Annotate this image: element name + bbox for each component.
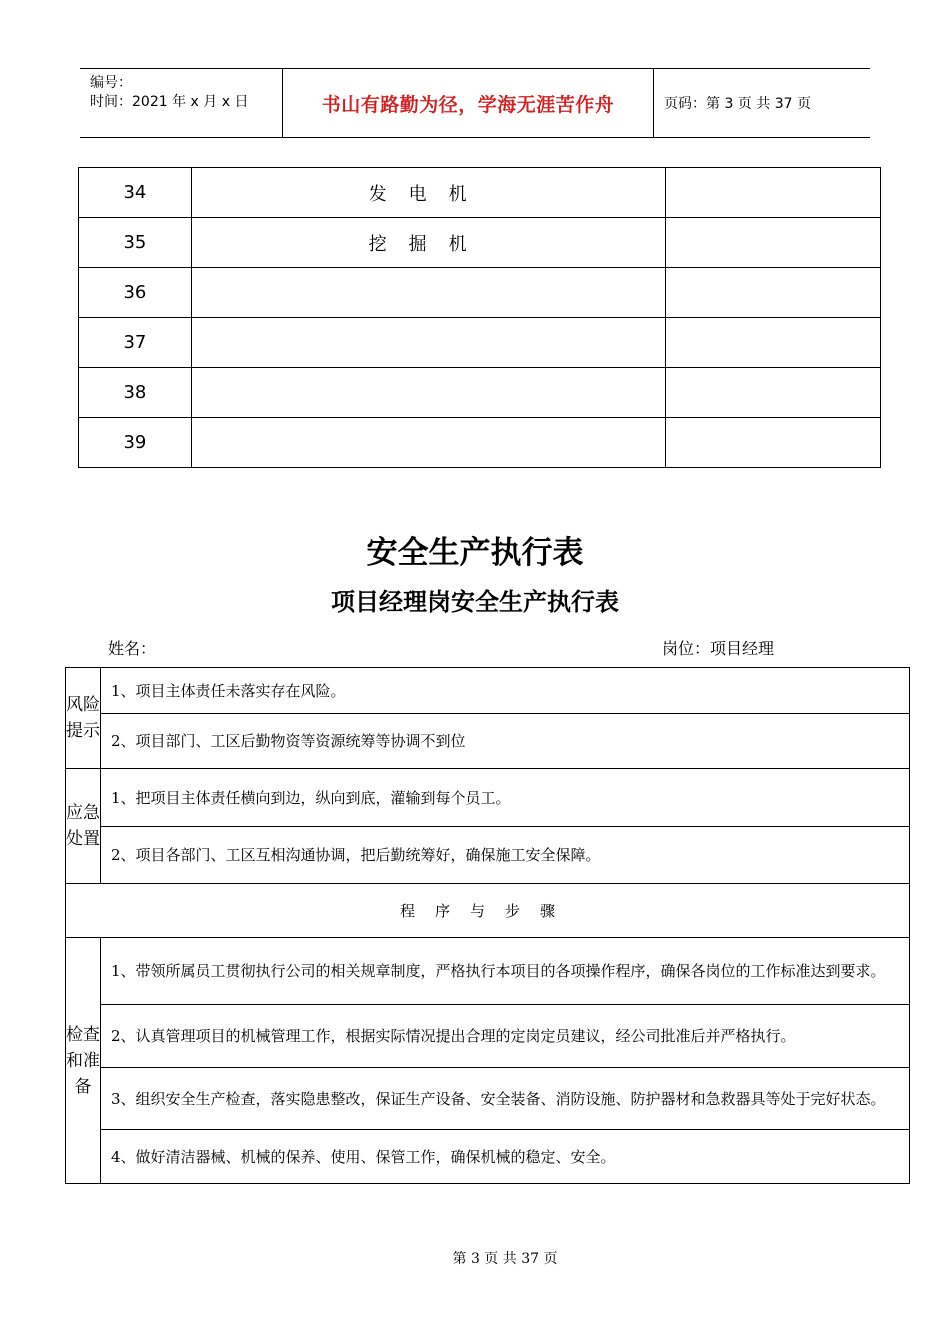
equipment-note (666, 368, 881, 418)
equipment-note (666, 418, 881, 468)
document-subtitle: 项目经理岗安全生产执行表 (331, 587, 619, 616)
check-item: 4、做好清洁器械、机械的保养、使用、保管工作，确保机械的稳定、安全。 (101, 1130, 910, 1184)
equipment-name (191, 318, 665, 368)
document-time-label: 时间：2021 年 x 月 x 日 (90, 94, 249, 110)
row-number: 36 (79, 268, 192, 318)
table-row (79, 418, 881, 468)
header-meta-cell (80, 69, 283, 137)
equipment-table (78, 167, 881, 468)
table-row (79, 168, 881, 218)
equipment-name: 发电机 (191, 168, 665, 218)
equipment-note (666, 268, 881, 318)
emergency-item: 1、把项目主体责任横向到边，纵向到底，灌输到每个员工。 (101, 769, 910, 827)
equipment-name (191, 418, 665, 468)
page-header (80, 68, 870, 138)
table-row (66, 827, 910, 884)
row-number: 38 (79, 368, 192, 418)
header-motto-cell (283, 69, 654, 137)
table-row (79, 318, 881, 368)
check-item: 3、组织安全生产检查，落实隐患整改，保证生产设备、安全装备、消防设施、防护器材和急救器具等处于完好状态。 (101, 1068, 910, 1130)
category-emergency: 应急处置 (66, 769, 101, 884)
table-row (66, 1068, 910, 1130)
risk-item: 2、项目部门、工区后勤物资等资源统筹等协调不到位 (101, 714, 910, 769)
table-row (66, 1130, 910, 1184)
category-check: 检查和准备 (66, 938, 101, 1184)
table-row (66, 1005, 910, 1068)
table-row (66, 938, 910, 1005)
equipment-note (666, 318, 881, 368)
table-row (66, 769, 910, 827)
document-number-label: 编号： (90, 75, 132, 91)
table-row (66, 668, 910, 714)
emergency-item: 2、项目各部门、工区互相沟通协调，把后勤统筹好，确保施工安全保障。 (101, 827, 910, 884)
table-row (66, 884, 910, 938)
execution-table (65, 667, 910, 1184)
row-number: 35 (79, 218, 192, 268)
check-item: 1、带领所属员工贯彻执行公司的相关规章制度，严格执行本项目的各项操作程序，确保各岗位的工作标准达到要求。 (101, 938, 910, 1005)
row-number: 34 (79, 168, 192, 218)
risk-item: 1、项目主体责任未落实存在风险。 (101, 668, 910, 714)
procedure-header: 程序与步骤 (66, 884, 910, 938)
table-row (79, 368, 881, 418)
equipment-name: 挖掘机 (191, 218, 665, 268)
post-label: 岗位：项目经理 (662, 639, 775, 658)
equipment-note (666, 218, 881, 268)
equipment-note (666, 168, 881, 218)
equipment-name (191, 368, 665, 418)
row-number: 37 (79, 318, 192, 368)
table-row (66, 714, 910, 769)
equipment-name (191, 268, 665, 318)
header-page-cell (654, 69, 870, 137)
name-label: 姓名： (108, 639, 157, 658)
page-info: 页码：第 3 页 共 37 页 (664, 96, 811, 112)
row-number: 39 (79, 418, 192, 468)
page-footer: 第 3 页 共 37 页 (452, 1251, 558, 1267)
table-row (79, 268, 881, 318)
table-row (79, 218, 881, 268)
document-title: 安全生产执行表 (366, 535, 584, 571)
motto-text: 书山有路勤为径，学海无涯苦作舟 (321, 93, 615, 116)
category-risk: 风险提示 (66, 668, 101, 769)
check-item: 2、认真管理项目的机械管理工作，根据实际情况提出合理的定岗定员建议，经公司批准后并严格执行。 (101, 1005, 910, 1068)
